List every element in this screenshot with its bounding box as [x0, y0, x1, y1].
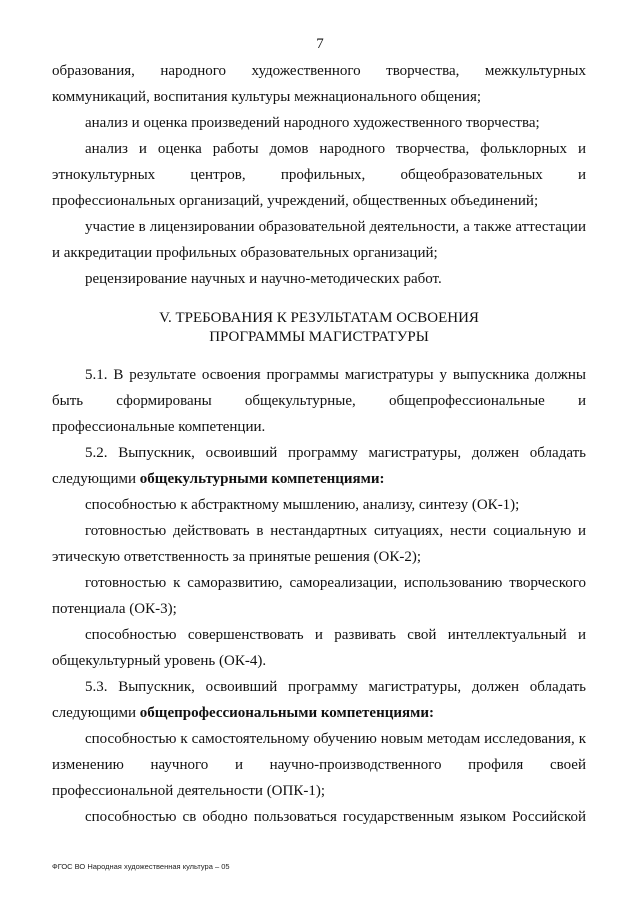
document-footer: ФГОС ВО Народная художественная культура – 05 — [52, 862, 230, 871]
paragraph-5-2-bold: общекультурными компетенциями: — [139, 471, 385, 487]
competency-item: готовностью к саморазвитию, самореализации, использованию творческого потенциала (ОК-3); — [52, 575, 586, 617]
paragraph: рецензирование научных и научно-методических работ. — [85, 271, 442, 287]
paragraph: анализ и оценка работы домов народного творчества, фольклорных и этнокультурных центров, профильных, общеобразовательных и профессиональных организаций, учреждений, общественных объединений; — [52, 141, 586, 209]
page-number: 7 — [316, 36, 324, 52]
paragraph-5-3-text: 5.3. Выпускник, освоивший программу магистратуры, должен обладать следующими — [52, 679, 586, 721]
section-heading-line: V. ТРЕБОВАНИЯ К РЕЗУЛЬТАТАМ ОСВОЕНИЯ — [159, 310, 479, 326]
paragraph: образования, народного художественного творчества, межкультурных коммуникаций, воспитания культуры межнационального общения; — [52, 63, 586, 105]
section-heading — [52, 309, 586, 347]
competency-item: способностью к абстрактному мышлению, анализу, синтезу (ОК-1); — [85, 497, 520, 513]
competency-item: способностью к самостоятельному обучению новым методам исследования, к изменению научного и научно-производственного профиля своей профессиональной деятельности (ОПК-1); — [52, 731, 586, 799]
competency-item: готовностью действовать в нестандартных ситуациях, нести социальную и этическую ответственность за принятые решения (ОК-2); — [52, 523, 586, 565]
paragraph-5-3-bold: общепрофессиональными компетенциями: — [139, 705, 434, 721]
paragraph-5-2 — [52, 440, 586, 492]
paragraph-5-1: 5.1. В результате освоения программы магистратуры у выпускника должны быть сформированы общекультурные, общепрофессиональные и профессиональные компетенции. — [52, 367, 586, 435]
paragraph: участие в лицензировании образовательной деятельности, а также аттестации и аккредитации профильных образовательных организаций; — [52, 219, 586, 261]
section-heading-line: ПРОГРАММЫ МАГИСТРАТУРЫ — [209, 329, 429, 345]
document-body — [52, 58, 586, 830]
paragraph-5-3 — [52, 674, 586, 726]
competency-item: способностью совершенствовать и развивать свой интеллектуальный и общекультурный уровень (ОК-4). — [52, 627, 586, 669]
paragraph: анализ и оценка произведений народного художественного творчества; — [85, 115, 540, 131]
paragraph-5-2-text: 5.2. Выпускник, освоивший программу магистратуры, должен обладать следующими — [52, 445, 586, 487]
competency-item: способностью св ободно пользоваться государственным языком Российской — [85, 809, 586, 825]
